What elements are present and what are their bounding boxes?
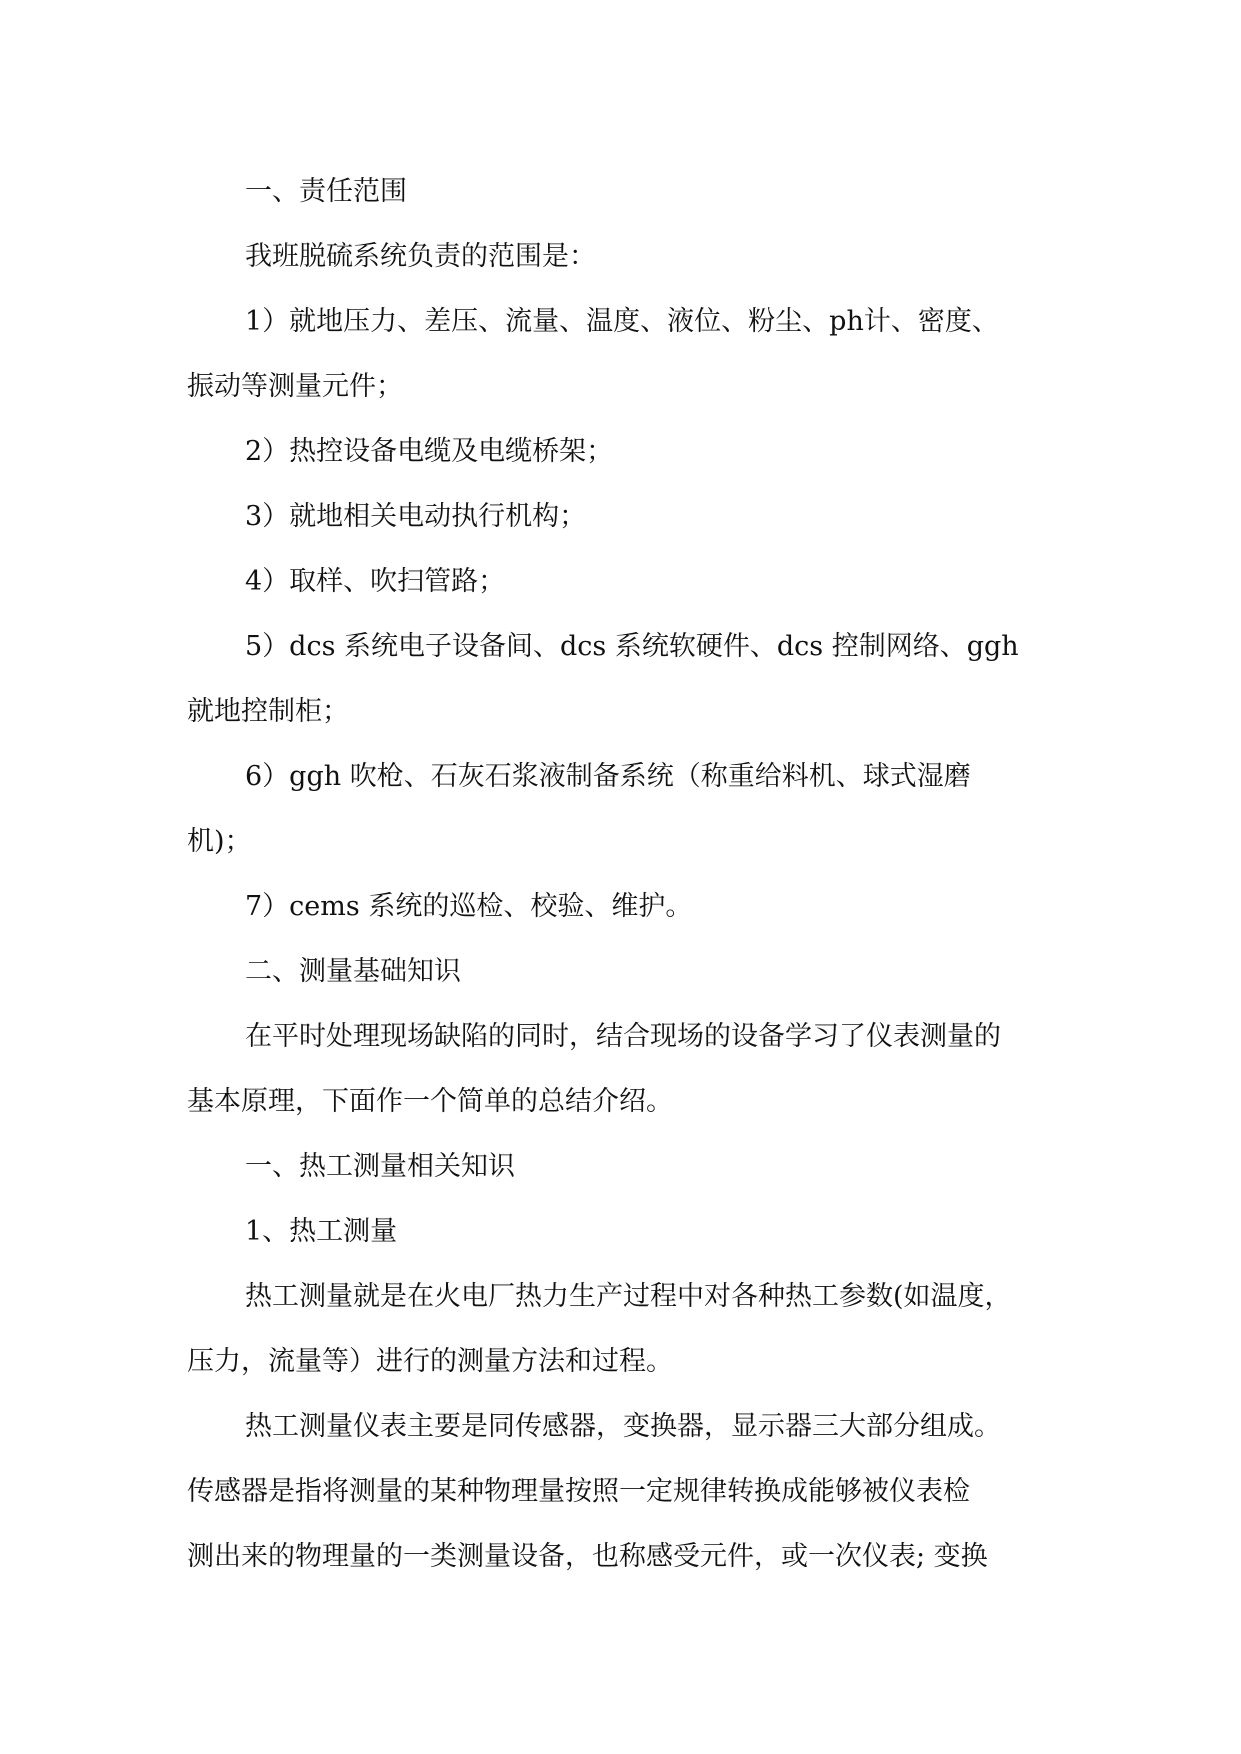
list-item-7: 7）cems 系统的巡检、校验、维护。 (245, 891, 693, 922)
list-item-1-continued: 振动等测量元件； (187, 371, 403, 402)
list-item-5-continued: 就地控制柜； (187, 696, 349, 727)
paragraph-line: 热工测量就是在火电厂热力生产过程中对各种热工参数(如温度， (245, 1281, 1012, 1312)
document-body (187, 159, 1067, 1589)
list-item-5: 5）dcs 系统电子设备间、dcs 系统软硬件、dcs 控制网络、ggh (245, 631, 1019, 662)
list-item-3: 3）就地相关电动执行机构； (245, 501, 587, 532)
section-heading-responsibility: 一、责任范围 (245, 176, 407, 207)
list-item-2: 2）热控设备电缆及电缆桥架； (245, 436, 614, 467)
subsection-heading-measurement: 1、热工测量 (245, 1216, 398, 1247)
paragraph-line-continued: 测出来的物理量的一类测量设备，也称感受元件，或一次仪表; 变换 (187, 1541, 988, 1572)
list-item-6: 6）ggh 吹枪、石灰石浆液制备系统（称重给料机、球式湿磨 (245, 761, 971, 792)
paragraph-line-continued: 传感器是指将测量的某种物理量按照一定规律转换成能够被仪表检 (187, 1476, 970, 1507)
paragraph-line: 我班脱硫系统负责的范围是： (245, 241, 596, 272)
paragraph-line-continued: 压力，流量等）进行的测量方法和过程。 (187, 1346, 673, 1377)
paragraph-line: 热工测量仪表主要是同传感器，变换器，显示器三大部分组成。 (245, 1411, 1001, 1442)
paragraph-line-continued: 基本原理，下面作一个简单的总结介绍。 (187, 1086, 673, 1117)
subsection-heading-thermal: 一、热工测量相关知识 (245, 1151, 515, 1182)
paragraph-line: 在平时处理现场缺陷的同时，结合现场的设备学习了仪表测量的 (245, 1021, 1001, 1052)
list-item-4: 4）取样、吹扫管路； (245, 566, 506, 597)
list-item-6-continued: 机)； (187, 826, 252, 857)
section-heading-basics: 二、测量基础知识 (245, 956, 461, 987)
list-item-1: 1）就地压力、差压、流量、温度、液位、粉尘、ph计、密度、 (245, 306, 999, 337)
